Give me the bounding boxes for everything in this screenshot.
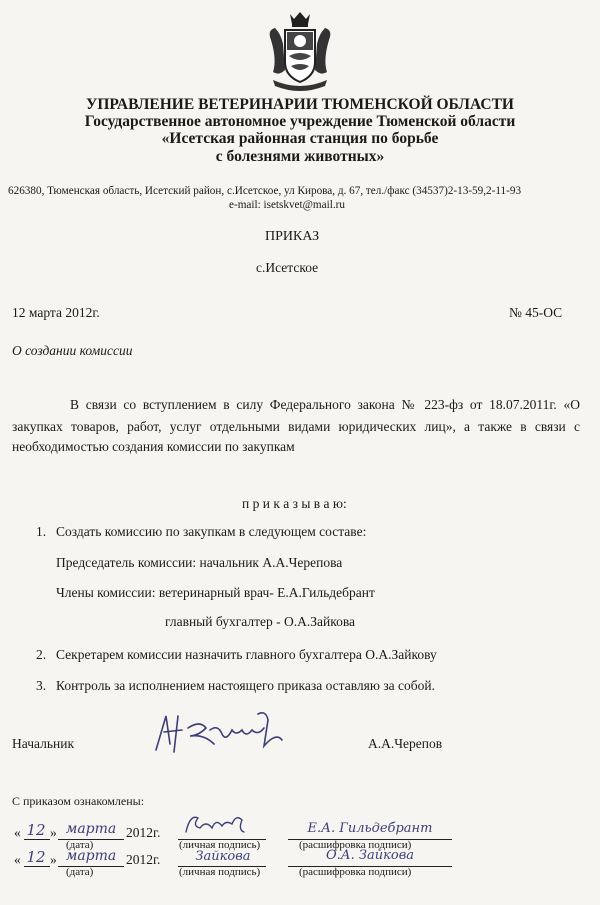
doc-subject: О создании комиссии [12, 343, 133, 358]
org-email: e-mail: isetskvet@mail.ru [229, 199, 345, 211]
org-address: 626380, Тюменская область, Исетский район, с.Исетское, ул Кирова, д. 67, тел./факс (34537)2-13-59,2-11-93 [8, 185, 522, 197]
ack-row2-day-line [24, 866, 50, 867]
doc-place: с.Исетское [256, 260, 319, 275]
chairman-line: Председатель комиссии: начальник А.А.Черепова [56, 555, 343, 570]
doc-date: 12 марта 2012г. [12, 305, 100, 320]
ack-row2-quote-open: « [14, 852, 21, 867]
ack-row2-dec-label: (расшифровка подписи) [299, 866, 412, 878]
ack-row2-year: 2012г. [126, 852, 161, 867]
ack-row2-day: 12 [26, 848, 46, 866]
org-name-line3: «Исетская районная станция по борьбе [161, 130, 439, 147]
ack-row2-signature-hand: Зайкова [195, 849, 251, 864]
ack-row2-decoding-hand: О.А. Зайкова [325, 848, 415, 863]
item-2-text: Секретарем комиссии назначить главного бухгалтера О.А.Зайкову [56, 647, 437, 662]
signatory-name: А.А.Черепов [368, 736, 443, 751]
coat-of-arms-icon [263, 10, 337, 92]
ack-row1-signature-icon [180, 810, 250, 838]
members-line: Члены комиссии: ветеринарный врач- Е.А.Гильдебрант [56, 585, 375, 600]
intro-line1: В связи со вступлением в силу Федерального закона № 223-фз от 18.07.2011г. «О [70, 397, 580, 412]
ack-row1-year: 2012г. [126, 825, 161, 840]
ack-row1-day: 12 [26, 821, 46, 839]
ack-row1-date-label: (дата) [66, 839, 94, 851]
ack-row1-quote-close: » [50, 825, 57, 840]
ack-row2-date-label: (дата) [66, 866, 94, 878]
ack-row1-sig-label: (личная подпись) [179, 839, 261, 851]
ack-row2-sig-label: (личная подпись) [179, 866, 261, 878]
ack-row1-decoding-hand: Е.А. Гильдебрант [307, 821, 433, 836]
director-signature-icon [148, 706, 298, 762]
ack-row1-day-line [24, 839, 50, 840]
item-2-number: 2. [36, 647, 47, 662]
item-1-text: Создать комиссию по закупкам в следующем составе: [56, 524, 367, 539]
signatory-position: Начальник [12, 736, 75, 751]
intro-line3: необходимостью создания комиссии по закупкам [12, 439, 295, 454]
org-name-line1: УПРАВЛЕНИЕ ВЕТЕРИНАРИИ ТЮМЕНСКОЙ ОБЛАСТИ [86, 96, 514, 113]
item-1-number: 1. [36, 524, 47, 539]
order-word: п р и к а з ы в а ю: [242, 496, 347, 511]
org-name-line4: с болезнями животных» [215, 148, 385, 165]
ack-row1-month: марта [65, 821, 117, 837]
org-name-line2: Государственное автономное учреждение Тюменской области [84, 113, 516, 130]
ack-row2-quote-close: » [50, 852, 57, 867]
doc-number: № 45-ОС [509, 305, 563, 320]
ack-row1-quote-open: « [14, 825, 21, 840]
members-line2: главный бухгалтер - О.А.Зайкова [165, 614, 356, 629]
ack-title: С приказом ознакомлены: [12, 794, 145, 808]
doc-title: ПРИКАЗ [265, 229, 320, 244]
item-3-number: 3. [36, 678, 47, 693]
ack-row1-dec-label: (расшифровка подписи) [299, 839, 412, 851]
intro-line2: закупках товаров, работ, услуг отдельными видами юридических лиц», а также в связи с [12, 419, 580, 434]
ack-row2-month: марта [65, 848, 117, 864]
item-3-text: Контроль за исполнением настоящего приказа оставляю за собой. [56, 678, 435, 693]
